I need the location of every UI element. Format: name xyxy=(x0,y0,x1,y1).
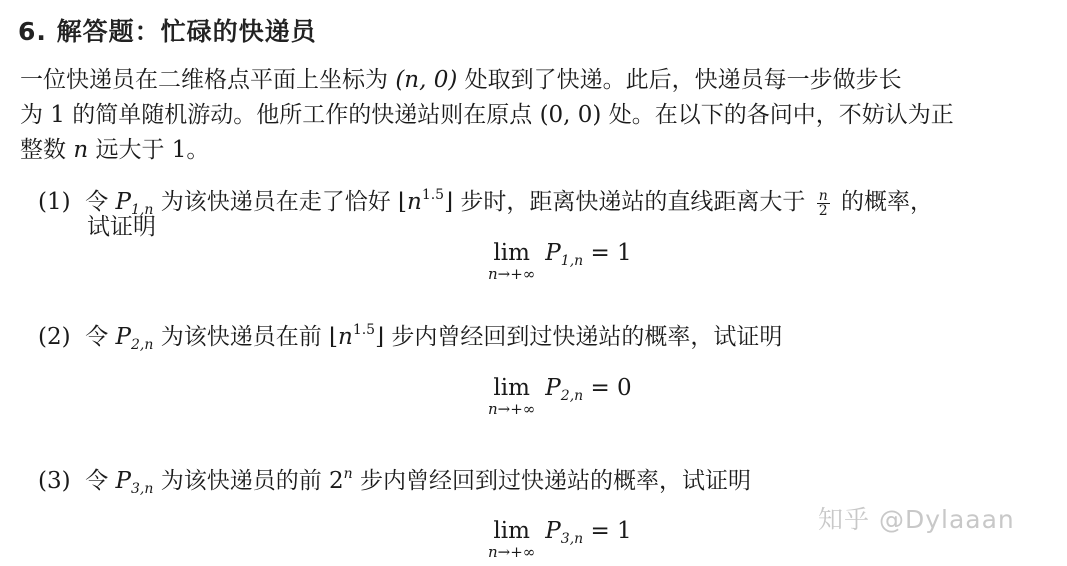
question-1: (1) 令 $P_{1,n}$ 为该快递员在走了恰好 $⌊n^{1.5}⌋$ 步时，距离快递站的直线距离大于 $\frac{n}{2}$ 的概率， xyxy=(38,187,934,219)
limit-equation-3: lim n→+∞ $P_{3,n} = 1$ xyxy=(488,518,632,561)
intro-line-1: 一位快递员在二维格点平面上坐标为 (n, 0) 处取到了快递。此后，快递员每一步做步长 xyxy=(20,67,902,93)
fraction: $\frac{n}{2}$ xyxy=(818,187,828,219)
limit-equation-1: lim n→+∞ $P_{1,n} = 1$ xyxy=(488,240,632,283)
question-number: (1) xyxy=(38,189,71,215)
limit-equation-2: lim n→+∞ $P_{2,n} = 0$ xyxy=(488,375,632,418)
question-3: (3) 令 $P_{3,n}$ 为该快递员的前 2$^n$ 步内曾经回到过快递站的概率，试证明 xyxy=(38,466,751,497)
question-number: (2) xyxy=(38,324,71,350)
problem-title: 6. 解答题：忙碌的快递员 xyxy=(18,17,317,46)
question-2: (2) 令 $P_{2,n}$ 为该快递员在前 $⌊n^{1.5}⌋$ 步内曾经回到过快递站的概率，试证明 xyxy=(38,322,783,353)
intro-line-2: 为 1 的简单随机游动。他所工作的快递站则在原点 (0, 0) 处。在以下的各问中，不妨认为正 xyxy=(20,102,954,128)
watermark: 知乎 @Dylaaan xyxy=(818,505,1015,534)
question-1-continuation: 试证明 xyxy=(87,214,156,240)
question-number: (3) xyxy=(38,468,71,494)
intro-line-3: 整数 n 远大于 1。 xyxy=(20,137,210,163)
